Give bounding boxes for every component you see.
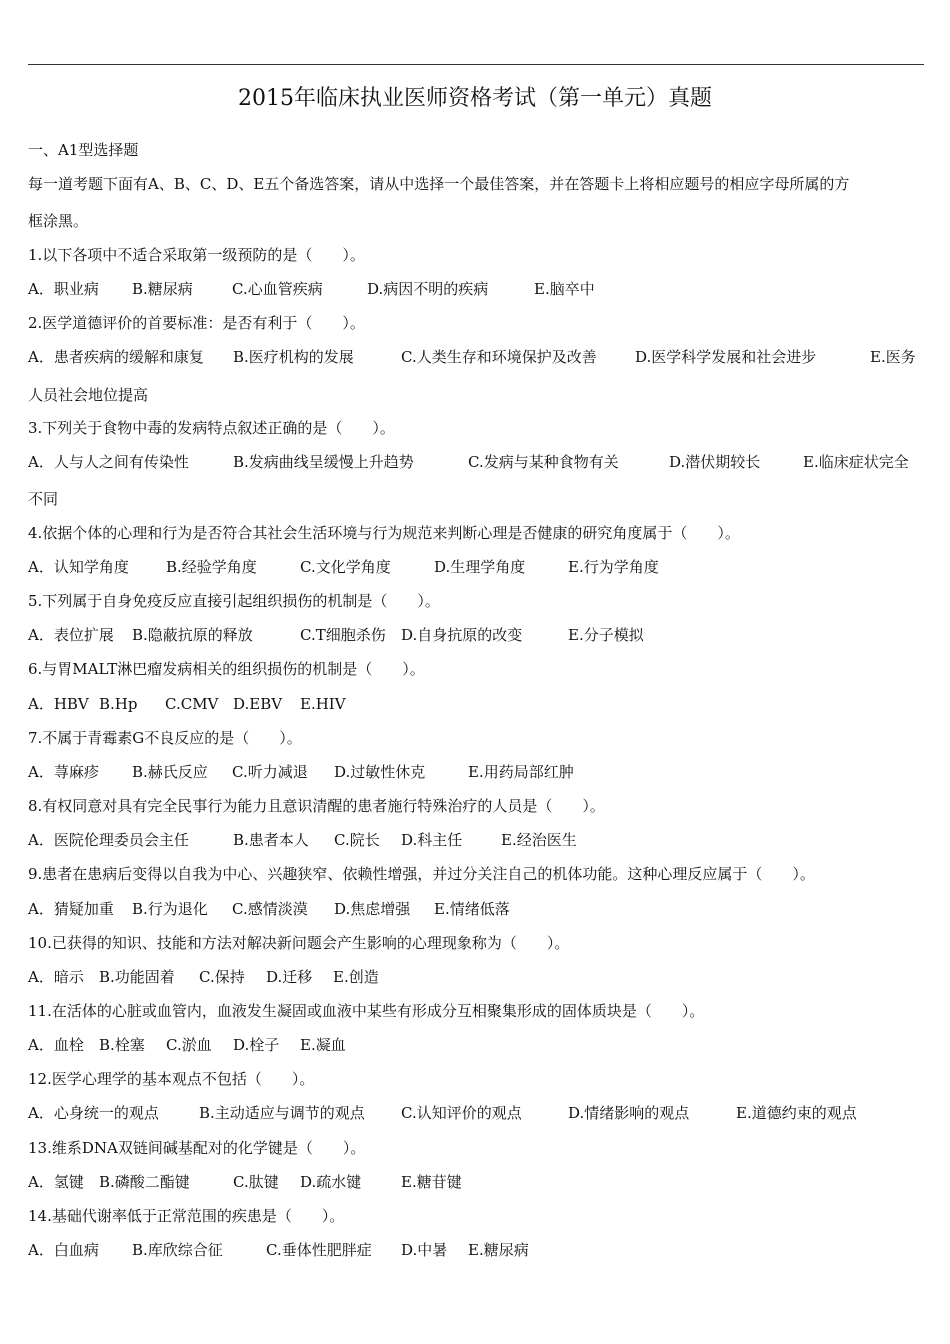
option-a: A．白血病 — [28, 1241, 99, 1259]
option-d: D.自身抗原的改变 — [401, 626, 523, 644]
option-b: B.隐蔽抗原的释放 — [132, 626, 253, 644]
option-c: C.发病与某种食物有关 — [468, 453, 619, 471]
option-b: B.磷酸二酯键 — [99, 1173, 190, 1191]
option-c: C.垂体性肥胖症 — [266, 1241, 372, 1259]
option-a: A．血栓 — [28, 1036, 84, 1054]
option-e: E.糖尿病 — [468, 1241, 529, 1259]
option-a: A．人与人之间有传染性 — [28, 453, 189, 471]
option-d: D.EBV — [233, 695, 283, 713]
option-e: E.HIV — [300, 695, 346, 713]
option-b: B.Hp — [99, 695, 138, 713]
option-d: D.疏水键 — [300, 1173, 362, 1191]
option-b: B.库欣综合征 — [132, 1241, 223, 1259]
option-d: D.潜伏期较长 — [669, 453, 761, 471]
question-8-stem: 8.有权同意对具有完全民事行为能力且意识清醒的患者施行特殊治疗的人员是（ ）。 — [28, 797, 605, 815]
question-2-continuation: 人员社会地位提高 — [28, 386, 149, 404]
option-a: A．HBV — [28, 695, 89, 713]
question-10-stem: 10.已获得的知识、技能和方法对解决新问题会产生影响的心理现象称为（ ）。 — [28, 934, 570, 952]
instructions-line-1: 每一道考题下面有A、B、C、D、E五个备选答案，请从中选择一个最佳答案，并在答题卡上将相应题号的相应字母所属的方 — [28, 175, 850, 193]
option-b: B.糖尿病 — [132, 280, 193, 298]
option-d: D.病因不明的疾病 — [367, 280, 489, 298]
option-c: C.听力减退 — [232, 763, 308, 781]
question-7-stem: 7.不属于青霉素G不良反应的是（ ）。 — [28, 729, 302, 747]
option-a: A．暗示 — [28, 968, 84, 986]
option-a: A．医院伦理委员会主任 — [28, 831, 189, 849]
question-3-continuation: 不同 — [28, 490, 59, 508]
option-c: C.淤血 — [166, 1036, 212, 1054]
option-b: B.栓塞 — [99, 1036, 145, 1054]
option-b: B.患者本人 — [233, 831, 309, 849]
option-d: D.迁移 — [266, 968, 313, 986]
option-e: E.经治医生 — [501, 831, 577, 849]
question-6-stem: 6.与胃MALT淋巴瘤发病相关的组织损伤的机制是（ ）。 — [28, 660, 425, 678]
option-d: D.过敏性休克 — [334, 763, 426, 781]
option-d: D.情绪影响的观点 — [568, 1104, 690, 1122]
option-d: D.科主任 — [401, 831, 463, 849]
option-c: C.保持 — [199, 968, 245, 986]
question-9-stem: 9.患者在患病后变得以自我为中心、兴趣狭窄、依赖性增强，并过分关注自己的机体功能。这种心理反应属于（ ）。 — [28, 865, 815, 883]
option-a: A．氢键 — [28, 1173, 84, 1191]
option-d: D.中暑 — [401, 1241, 448, 1259]
option-a: A．认知学角度 — [28, 558, 129, 576]
option-e: E.用药局部红肿 — [468, 763, 574, 781]
option-c: C.肽键 — [233, 1173, 279, 1191]
option-b: B.发病曲线呈缓慢上升趋势 — [233, 453, 414, 471]
option-d: D.生理学角度 — [434, 558, 526, 576]
option-c: C.CMV — [165, 695, 219, 713]
option-e: E.行为学角度 — [568, 558, 659, 576]
section-heading: 一、A1型选择题 — [28, 141, 139, 159]
question-1-stem: 1.以下各项中不适合采取第一级预防的是（ ）。 — [28, 246, 365, 264]
option-c: C.人类生存和环境保护及改善 — [401, 348, 597, 366]
option-e: E.凝血 — [300, 1036, 346, 1054]
option-c: C.文化学角度 — [300, 558, 391, 576]
option-d: D.栓子 — [233, 1036, 280, 1054]
option-c: C.感情淡漠 — [232, 900, 308, 918]
option-a: A．表位扩展 — [28, 626, 114, 644]
option-e: E.道德约束的观点 — [736, 1104, 857, 1122]
option-d: D.焦虑增强 — [334, 900, 411, 918]
option-b: B.功能固着 — [99, 968, 175, 986]
option-c: C.T细胞杀伤 — [300, 626, 386, 644]
option-c: C.院长 — [334, 831, 380, 849]
question-5-stem: 5.下列属于自身免疫反应直接引起组织损伤的机制是（ ）。 — [28, 592, 440, 610]
option-e: E.医务 — [870, 348, 916, 366]
question-3-stem: 3.下列关于食物中毒的发病特点叙述正确的是（ ）。 — [28, 419, 395, 437]
question-12-stem: 12.医学心理学的基本观点不包括（ ）。 — [28, 1070, 315, 1088]
option-d: D.医学科学发展和社会进步 — [635, 348, 817, 366]
option-e: E.脑卒中 — [534, 280, 595, 298]
top-rule — [28, 64, 924, 65]
option-b: B.医疗机构的发展 — [233, 348, 354, 366]
option-a: A．职业病 — [28, 280, 99, 298]
option-a: A．心身统一的观点 — [28, 1104, 159, 1122]
option-e: E.临床症状完全 — [803, 453, 909, 471]
page-title: 2015年临床执业医师资格考试（第一单元）真题 — [238, 86, 712, 111]
question-14-stem: 14.基础代谢率低于正常范围的疾患是（ ）。 — [28, 1207, 345, 1225]
option-e: E.分子模拟 — [568, 626, 644, 644]
question-11-stem: 11.在活体的心脏或血管内，血液发生凝固或血液中某些有形成分互相聚集形成的固体质块是（ ）。 — [28, 1002, 705, 1020]
option-c: C.心血管疾病 — [232, 280, 323, 298]
option-c: C.认知评价的观点 — [401, 1104, 522, 1122]
option-b: B.主动适应与调节的观点 — [199, 1104, 365, 1122]
instructions-line-2: 框涂黑。 — [28, 212, 89, 230]
option-e: E.创造 — [333, 968, 379, 986]
option-e: E.糖苷键 — [401, 1173, 462, 1191]
question-2-stem: 2.医学道德评价的首要标准：是否有利于（ ）。 — [28, 314, 365, 332]
option-a: A．荨麻疹 — [28, 763, 99, 781]
option-e: E.情绪低落 — [434, 900, 510, 918]
option-a: A．猜疑加重 — [28, 900, 114, 918]
option-b: B.行为退化 — [132, 900, 208, 918]
option-a: A．患者疾病的缓解和康复 — [28, 348, 204, 366]
option-b: B.赫氏反应 — [132, 763, 208, 781]
question-4-stem: 4.依据个体的心理和行为是否符合其社会生活环境与行为规范来判断心理是否健康的研究角度属于（ ）。 — [28, 524, 740, 542]
question-13-stem: 13.维系DNA双链间碱基配对的化学键是（ ）。 — [28, 1139, 366, 1157]
option-b: B.经验学角度 — [166, 558, 257, 576]
